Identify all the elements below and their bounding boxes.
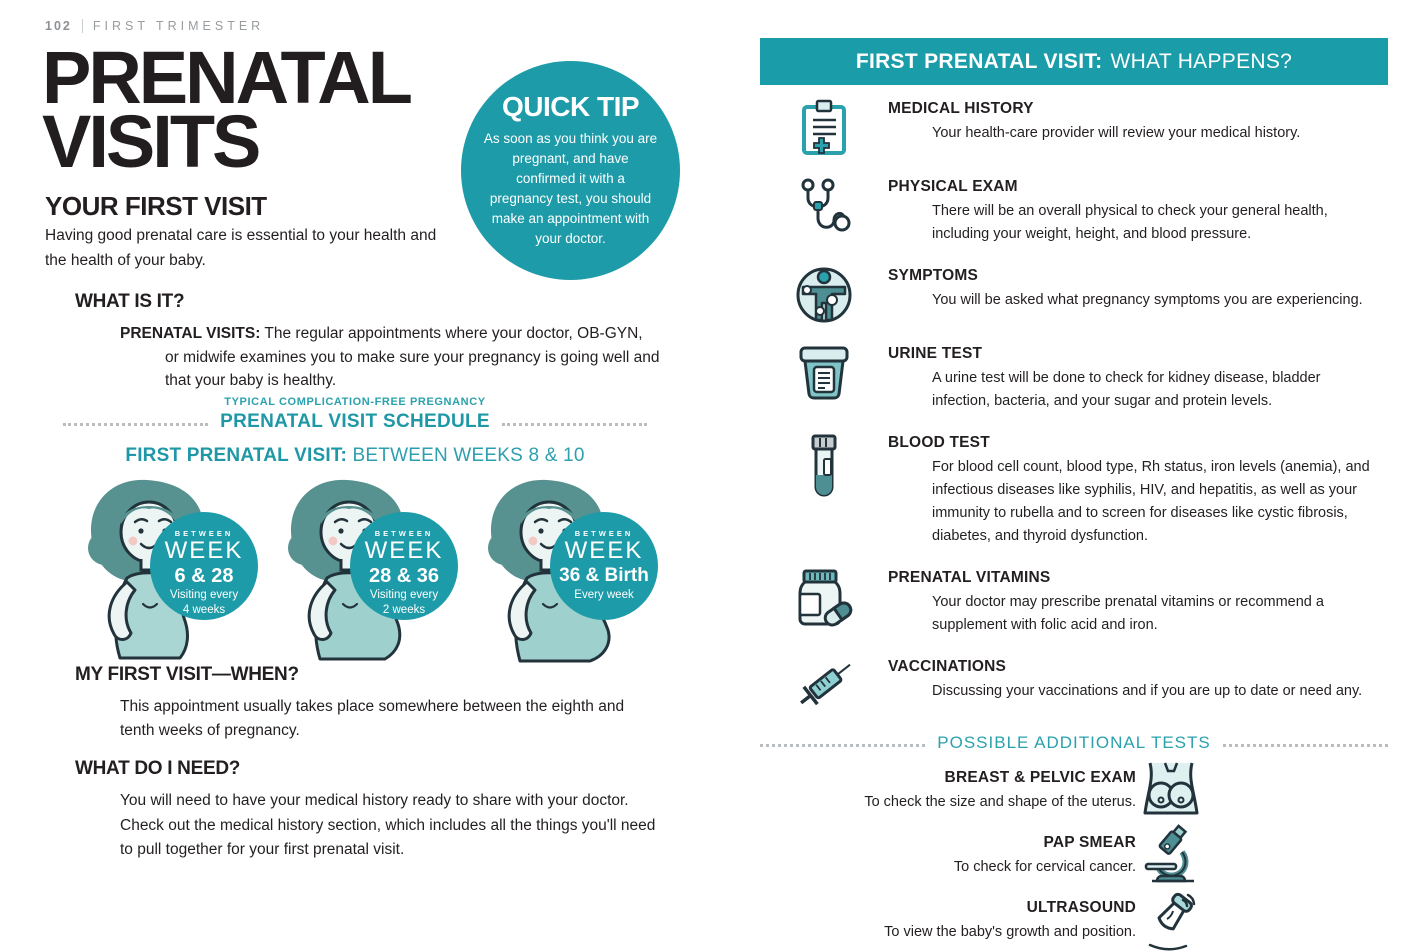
pregnancy-stages-row (62, 472, 662, 664)
item-prenatal-vitamins (760, 568, 1388, 637)
blood-test-tube-icon (807, 433, 841, 499)
when-body: This appointment usually takes place somewhere between the eighth and tenth weeks of pregnancy. (120, 698, 625, 739)
quick-tip-circle (461, 61, 680, 280)
stage-badge-3 (550, 512, 658, 620)
dotted-line-right (502, 423, 647, 426)
what-is-it-heading: WHAT IS IT? (75, 291, 185, 312)
item-urine-test (760, 344, 1388, 413)
what-is-it-section (75, 291, 660, 393)
item-breast-pelvic-exam (760, 762, 1388, 818)
urine-cup-icon (797, 344, 851, 402)
prenatal-visits-definition: The regular appointments where your doctor, OB-GYN, or midwife examines you to make sure your pregnancy is going well and that your baby is healthy. (165, 325, 660, 389)
what-happens-panel (760, 38, 1388, 948)
item-medical-history (760, 99, 1388, 157)
item-title: MEDICAL HISTORY (888, 100, 1034, 117)
item-title: URINE TEST (888, 345, 983, 362)
item-description: You will be asked what pregnancy symptoms you are experiencing. (932, 292, 1363, 308)
when-section (75, 664, 635, 743)
badge-week-label: WEEK (564, 537, 644, 564)
item-pap-smear (760, 827, 1388, 883)
what-happens-banner (760, 38, 1388, 85)
stage-week-36-birth (462, 472, 662, 664)
page-title (42, 36, 410, 183)
badge-kicker: BETWEEN (174, 529, 234, 538)
page-header (45, 19, 264, 33)
first-visit-value: BETWEEN WEEKS 8 & 10 (352, 445, 585, 466)
page-subtitle: YOUR FIRST VISIT (45, 191, 267, 221)
stage-badge-1 (150, 512, 258, 620)
badge-week-label: WEEK (164, 537, 244, 564)
schedule-divider (63, 396, 647, 433)
item-title: SYMPTOMS (888, 267, 979, 284)
section-label: FIRST TRIMESTER (92, 19, 265, 33)
item-title: BLOOD TEST (888, 434, 990, 451)
schedule-heading: PRENATAL VISIT SCHEDULE (220, 411, 490, 432)
badge-frequency-1: Visiting every (369, 589, 439, 601)
item-title: VACCINATIONS (888, 658, 1007, 675)
badge-range: 28 & 36 (368, 565, 440, 587)
pill-bottle-icon (793, 568, 855, 628)
dotted-line-right (1223, 744, 1388, 747)
clipboard-icon (799, 99, 849, 157)
item-description: For blood cell count, blood type, Rh status, iron levels (anemia), and infectious diseases like syphilis, HIV, and hepatitis, as well as your immunity to rubella and to screen for diseases like cystic fibrosis, diabetes, and thyroid dysfunction. (932, 459, 1370, 544)
need-body-2: Check out the medical history section, which includes all the things you'll need to pull together for your first prenatal visit. (120, 817, 656, 858)
need-body-1: You will need to have your medical history ready to share with your doctor. (120, 792, 629, 809)
additional-tests-heading: POSSIBLE ADDITIONAL TESTS (937, 733, 1211, 752)
stage-week-6-28 (62, 472, 262, 664)
schedule-kicker: TYPICAL COMPLICATION-FREE PREGNANCY (224, 396, 486, 408)
first-visit-label: FIRST PRENATAL VISIT: (125, 445, 348, 466)
stethoscope-icon (797, 177, 851, 239)
quick-tip-body: As soon as you think you are pregnant, and have confirmed it with a pregnancy test, you should make an appointment with your doctor. (483, 131, 658, 246)
first-visit-line (63, 445, 647, 467)
badge-week-label: WEEK (364, 537, 444, 564)
dotted-line-left (760, 744, 925, 747)
item-symptoms (760, 266, 1388, 324)
additional-tests-divider (760, 733, 1388, 753)
stage-week-28-36 (262, 472, 462, 664)
item-title: ULTRASOUND (1026, 898, 1136, 916)
item-description: There will be an overall physical to check your general health, including your weight, height, and blood pressure. (932, 203, 1328, 242)
item-description: A urine test will be done to check for kidney disease, bladder infection, bacteria, and your sugar and protein levels. (932, 370, 1321, 409)
item-description: Your health-care provider will review your medical history. (932, 125, 1301, 141)
breast-exam-icon (1138, 761, 1204, 819)
item-description: To view the baby's growth and position. (884, 923, 1136, 940)
banner-bold-text: FIRST PRENATAL VISIT: (855, 49, 1103, 73)
dotted-line-left (63, 423, 208, 426)
badge-range: 6 & 28 (174, 565, 234, 587)
body-symptoms-icon (795, 266, 853, 324)
microscope-icon (1142, 824, 1200, 886)
need-section (75, 758, 660, 862)
quick-tip-title: QUICK TIP (501, 91, 640, 122)
what-is-it-body (75, 322, 660, 393)
page-title-line1: PRENATAL (42, 36, 410, 119)
item-description: To check for cervical cancer. (953, 858, 1136, 875)
item-ultrasound (760, 892, 1388, 948)
banner-regular-text: WHAT HAPPENS? (1110, 49, 1293, 73)
badge-kicker: BETWEEN (574, 529, 634, 538)
item-description: To check the size and shape of the uterus. (864, 793, 1136, 810)
badge-frequency-2: 2 weeks (382, 604, 426, 616)
badge-frequency-1: Visiting every (169, 589, 239, 601)
need-heading: WHAT DO I NEED? (75, 758, 241, 779)
prenatal-visits-term: PRENATAL VISITS: (120, 325, 261, 342)
page-number: 102 (45, 19, 72, 33)
badge-frequency-1: Every week (574, 589, 634, 601)
badge-kicker: BETWEEN (374, 529, 434, 538)
item-physical-exam (760, 177, 1388, 246)
item-blood-test (760, 433, 1388, 548)
when-heading: MY FIRST VISIT—WHEN? (75, 664, 299, 685)
header-divider (82, 19, 83, 33)
badge-frequency-2: 4 weeks (182, 604, 226, 616)
item-title: PRENATAL VITAMINS (888, 569, 1051, 586)
ultrasound-probe-icon (1142, 889, 1200, 951)
item-description: Your doctor may prescribe prenatal vitamins or recommend a supplement with folic acid and iron. (932, 594, 1324, 633)
item-title: BREAST & PELVIC EXAM (944, 768, 1136, 786)
stage-badge-2 (350, 512, 458, 620)
badge-range: 36 & Birth (559, 565, 649, 586)
syringe-icon (793, 657, 855, 713)
page-title-line2: VISITS (42, 100, 259, 183)
item-vaccinations (760, 657, 1388, 713)
item-title: PAP SMEAR (1043, 833, 1136, 851)
item-title: PHYSICAL EXAM (888, 178, 1018, 195)
item-description: Discussing your vaccinations and if you are up to date or need any. (932, 683, 1363, 699)
intro-text: Having good prenatal care is essential to your health and the health of your baby. (45, 227, 437, 269)
